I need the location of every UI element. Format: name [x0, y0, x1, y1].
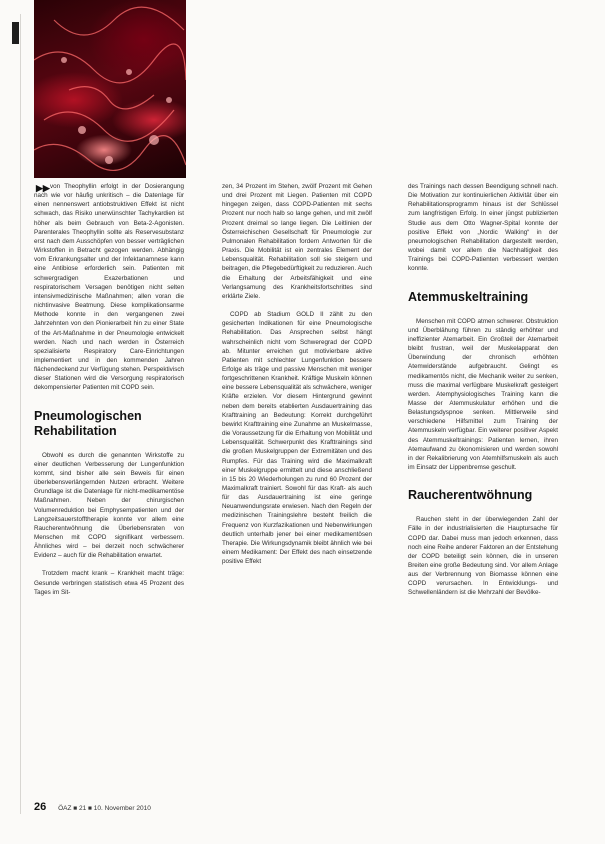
- section-heading: Raucherentwöhnung: [408, 488, 533, 503]
- column-2: [222, 182, 372, 566]
- paragraph: des Trainings nach dessen Beendigung schnell nach. Die Motivation zur kontinuierlichen Aktivität über ein Rehabilitationsprogramm hinaus ist der Schlüssel zum langfristigen Erfolg. In einer jüngst publizierten Studie aus dem Otto Wagner-Spital konnte der positive Effekt von „Nordic Walking“ in der pneumologischen Rehabilitation dargestellt werden, wobei damit vor allem die Nachhaltigkeit des Trainings bei COPD-Patienten verbessert werden konnte.: [408, 183, 558, 273]
- column-3: [408, 182, 558, 598]
- paragraph: von Theophyllin erfolgt in der Dosierangung nach wie vor häufig unkritisch – die Datenlage für einen nennenswert antiobstruktiven Effekt ist nicht schwach, das Risiko unerwünschter Tachykardien ist höher als beim Gebrauch von Beta-2-Agonisten. Parenterales Theophyllin sollte als Reservesubstanz erst nach dem Ausschöpfen von besser verträglichen Wirkstoffen in Betracht gezogen werden. Abhängig vom Erkrankungsalter und der Infektanamnese kann eine Antibiose erforderlich sein. Patienten mit schwergradigen Exazerbationen und respiratorischem Versagen benötigen nicht selten intensivmedizinische Maßnahmen; allen voran die nichtinvasive Beatmung. Diese komplikationsarme Methode konnte in den vergangenen zwei Jahrzehnten von den Pionierarbeit hin zu einer State of the Art-Maßnahme in der Pneumologie entwickelt werden. Nach und nach werden in Österreich spezialisierte Respiratory Care-Einrichtungen implementiert und in den kommenden Jahren flächendeckend zur Verfügung stehen. Perspektivisch dieser Stationen wird die Versorgung respiratorisch dekompensierter Patienten mit COPD sein.: [34, 183, 184, 392]
- paragraph: Menschen mit COPD atmen schwerer. Obstruktion und Überblähung führen zu ständig erhöhter und ineffizienter Atemarbeit. Ein Großteil der Atemarbeit bleibt frustran, weil der Muskelapparat den Überwindung der chronisch erhöhten Atemwiderstände aufgebraucht. Gelingt es medikamentös nicht, die Mechanik weiter zu senken, muss die maximal verfügbare Muskelkraft gesteigert werden. Atemphysiologisches Training kann die Masse der Atemmuskulatur erhöhen und die Belastungsdyspnoe senken. Mittlerweile sind verschiedene Hilfsmittel zum Training der Atemmuskeln verfügbar. Ein weiterer positiver Aspekt des Atemmuskeltrainings: Patienten lernen, ihren Atemaufwand zu ökonomisieren und werden sowohl in der Rekalibrierung von Atemhilfsmuskeln als auch im Einsatz der Lippenbremse geschult.: [408, 317, 558, 472]
- section-heading: Atemmuskeltraining: [408, 289, 529, 304]
- issue-info: ÖAZ ■ 21 ■ 10. November 2010: [58, 805, 151, 812]
- paragraph: Trotzdem macht krank – Krankheit macht träge: Gesunde verbringen statistisch etwa 45 Prozent des Tages im Sit-: [34, 570, 184, 596]
- page-footer: [34, 801, 151, 813]
- paragraph: Obwohl es durch die genannten Wirkstoffe zu einer deutlichen Verbesserung der Lungenfunktion kommt, sind bisher alle sein Beweis für einen überlebensverlängernden Nutzen erbracht. Weitere Grundlage ist die Datenlage für nicht-medikamentöse Maßnahmen. Neben der chirurgischen Volumenreduktion bei Emphysempatienten und der Langzeitsauerstofftherapie konnte vor allem eine Raucherentwöhnung die Überlebensraten von Menschen mit COPD signifikant verbessern. Ähnliches wird – bei derzeit noch schwächerer Evidenz – auch für die Rehabilitation erwartet.: [34, 451, 184, 560]
- continuation-arrow-icon: ▶▶: [36, 183, 50, 193]
- paragraph: Rauchen steht in der überwiegenden Zahl der Fälle in der industrialisierten die Hauptursache für COPD dar. Dabei muss man jedoch erkennen, dass noch eine Reihe anderer Faktoren an der Entstehung der COPD beteiligt sein können, die in unseren Breiten eine große Bedeutung sind. Vor allem Anlage aus der Verbrennung von Biomasse können eine COPD verursachen. In Entwicklungs- und Schwellenländern ist die Mehrzahl der Bevölke-: [408, 516, 558, 597]
- page-edge-line: [20, 14, 21, 814]
- section-heading: Pneumologischen Rehabilitation: [34, 408, 142, 438]
- paragraph: zen, 34 Prozent im Stehen, zwölf Prozent mit Gehen und drei Prozent mit Liegen. Patienten mit COPD hingegen zeigen, dass COPD-Patienten mit sechs Prozent nur noch halb so lange gehen, und mit zwölf Prozent dreimal so lange liegen. Die Leitlinien der Österreichischen Gesellschaft für Pneumologie zur Pulmonalen Rehabilitation fordern Antworten für die Praxis. Die Mobilität ist ein zentrales Element der Lebensqualität. Rehabilitation soll sie steigern und beitragen, die Pflegebedürftigkeit zu reduzieren. Auch die Erhaltung der Arbeitsfähigkeit und eine Verlangsamung des Krankheitsfortschrittes sind erklärte Ziele.: [222, 183, 372, 300]
- paragraph: COPD ab Stadium GOLD II zählt zu den gesicherten Indikationen für eine Pneumologische Rehabilitation. Das Ansprechen selbst hängt wahrscheinlich nicht vom Schweregrad der COPD ab. Mitunter erreichen gut motivierbare aktive Patienten mit schlechter Lungenfunktion bessere Erfolge als träge und passive Menschen mit weniger fortgeschrittenen Krankheit. Kräftige Muskeln können eine bessere Lebensqualität als schwächere, weniger Kräfte erzielen. Vor diesem Hintergrund gewinnt neben dem bereits etablierten Ausdauertraining das Krafttraining an Bedeutung: Korrekt durchgeführt bewirkt Krafttraining eine Zunahme an Muskelmasse, die Voraussetzung für die Erhaltung von Mobilität und Lebensqualität. Schwerpunkt des Krafttrainings sind die großen Muskelgruppen der Extremitäten und des Rumpfes. Für das Training wird die Maximalkraft einer Muskelgruppe ermittelt und diese anschließend in 15 bis 20 Wiederholungen zu rund 60 Prozent der Maximalkraft trainiert. Sowohl für das Kraft- als auch für das Ausdauertraining ist eine geringe Neuanwendungsrate erwiesen. Nach den Regeln der medizinischen Trainingslehre besteht freilich die Frequenz von Kurzfazikationen und Nebenwirkungen deutlich unterhalb jener bei einer medikamentösen Therapie. Die Wirkungsdynamik bleibt ähnlich wie bei einem Medikament: Der Effekt des nach einsetzende positive Effekt: [222, 311, 372, 566]
- column-1: [34, 182, 184, 597]
- edge-tab-marker: [12, 22, 19, 44]
- page-number: 26: [34, 801, 47, 813]
- lung-tissue-image: [34, 0, 186, 178]
